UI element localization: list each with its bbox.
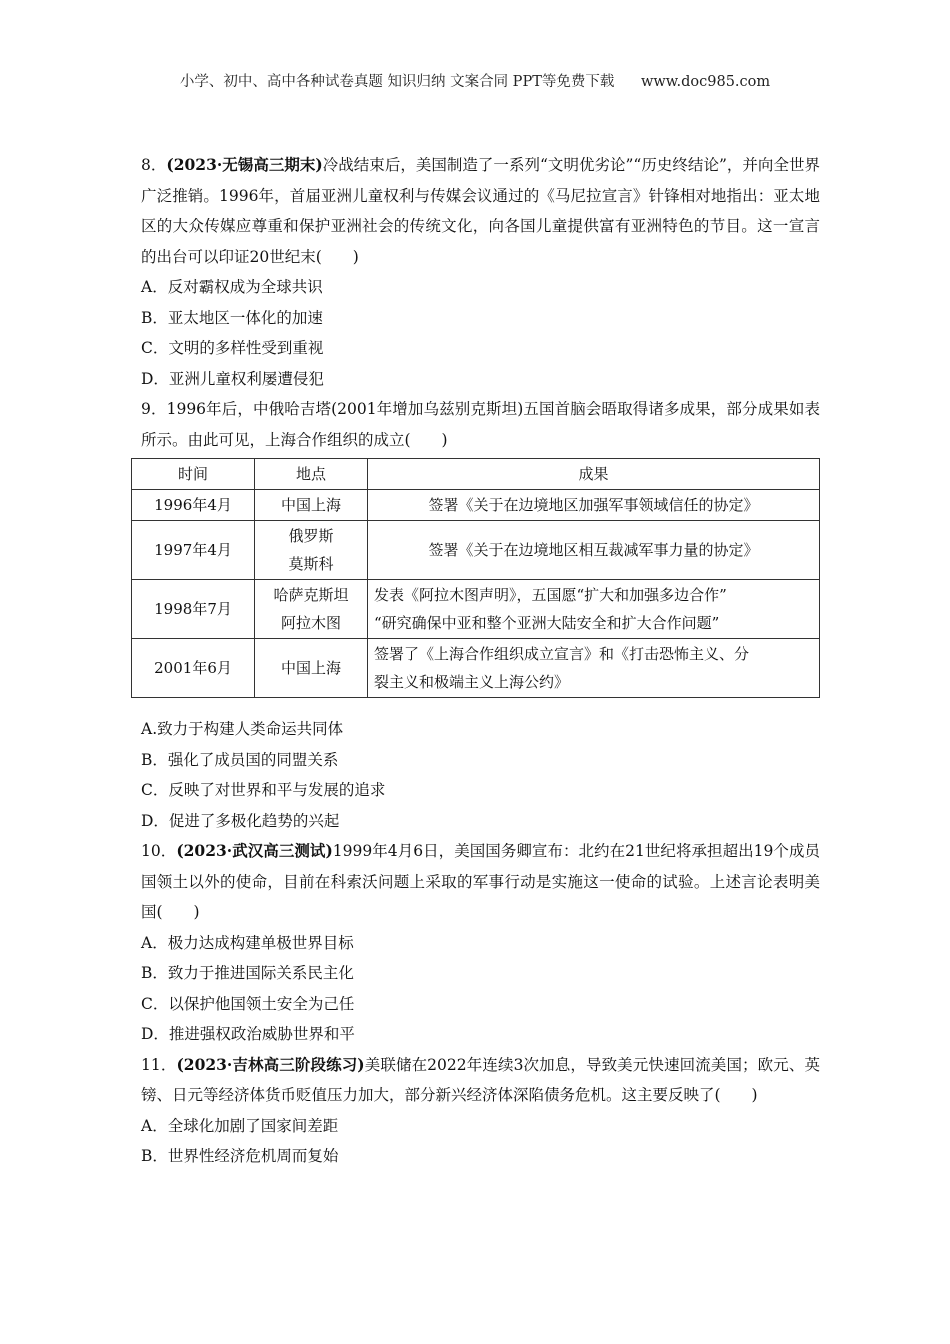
place-line-1: 哈萨克斯坦 [273, 586, 349, 604]
table-cell-place: 中国上海 [255, 490, 368, 521]
table-header-place: 地点 [255, 459, 368, 490]
result-line-2: 裂主义和极端主义上海公约》 [374, 673, 570, 691]
table-header-time: 时间 [132, 459, 255, 490]
question-11-source: (2023·吉林高三阶段练习) [176, 1054, 365, 1074]
question-8-number: 8． [141, 156, 167, 174]
question-8-stem [141, 150, 820, 272]
question-9-option-c[interactable]: C．反映了对世界和平与发展的追求 [141, 781, 386, 799]
table-cell-time: 1996年4月 [132, 490, 255, 521]
question-8-option-b[interactable]: B．亚太地区一体化的加速 [141, 308, 323, 327]
question-10-option-b[interactable]: B．致力于推进国际关系民主化 [141, 964, 354, 982]
page-header [0, 70, 950, 91]
table-gap [141, 698, 820, 714]
question-11 [141, 1050, 820, 1172]
question-10-option-a[interactable]: A．极力达成构建单极世界目标 [141, 933, 354, 952]
question-10-source: (2023·武汉高三测试) [176, 841, 333, 860]
result-line-1: 发表《阿拉木图声明》，五国愿“扩大和加强多边合作” [374, 586, 727, 604]
table-cell-result: 签署《关于在边境地区加强军事领域信任的协定》 [368, 490, 820, 521]
table-cell-result [368, 639, 820, 698]
result-line-2: “研究确保中亚和整个亚洲大陆安全和扩大合作问题” [374, 614, 720, 632]
question-11-stem [141, 1050, 820, 1111]
exam-content [141, 150, 820, 1172]
table-cell-result [368, 580, 820, 639]
table-cell-place [255, 521, 368, 580]
header-text: 小学、初中、高中各种试卷真题 知识归纳 文案合同 PPT等免费下载 [179, 74, 615, 90]
question-8-option-d[interactable]: D．亚洲儿童权利屡遭侵犯 [141, 369, 324, 388]
question-9-option-a[interactable]: A.致力于构建人类命运共同体 [141, 720, 344, 738]
table-cell-time: 2001年6月 [132, 639, 255, 698]
header-site-link[interactable]: www.doc985.com [640, 74, 771, 90]
question-8-source: (2023·无锡高三期末) [166, 155, 323, 174]
question-9 [141, 394, 820, 836]
place-line-1: 俄罗斯 [288, 527, 334, 545]
question-11-number: 11． [141, 1055, 177, 1074]
place-line-2: 莫斯科 [288, 555, 334, 573]
question-8-option-a[interactable]: A．反对霸权成为全球共识 [141, 278, 323, 296]
table-row [132, 521, 820, 580]
table-row [132, 580, 820, 639]
result-line-1: 签署了《上海合作组织成立宣言》和《打击恐怖主义、分 [374, 645, 750, 663]
question-11-text: 美联储在2022年连续3次加息，导致美元快速回流美国；欧元、英镑、日元等经济体货币贬值压力加大，部分新兴经济体深陷债务危机。这主要反映了( ) [141, 1055, 820, 1104]
question-10 [141, 836, 820, 1050]
question-8 [141, 150, 820, 394]
place-line-2: 阿拉木图 [280, 614, 341, 632]
question-10-option-c[interactable]: C．以保护他国领土安全为己任 [141, 994, 355, 1013]
question-10-option-d[interactable]: D．推进强权政治威胁世界和平 [141, 1025, 355, 1043]
table-row [132, 490, 820, 521]
table-cell-place: 中国上海 [255, 639, 368, 698]
question-10-stem [141, 836, 820, 928]
table-header-result: 成果 [368, 459, 820, 490]
table-row [132, 639, 820, 698]
table-header-row [132, 459, 820, 490]
question-9-option-d[interactable]: D．促进了多极化趋势的兴起 [141, 811, 340, 830]
question-10-text: 1999年4月6日，美国国务卿宣布：北约在21世纪将承担超出19个成员国领土以外的使命，目前在科索沃问题上采取的军事行动是实施这一使命的试验。上述言论表明美国( ) [141, 842, 820, 921]
question-10-number: 10． [141, 842, 177, 860]
table-cell-time: 1997年4月 [132, 521, 255, 580]
question-8-text: 冷战结束后，美国制造了一系列“文明优劣论”“历史终结论”，并向全世界广泛推销。1996年，首届亚洲儿童权利与传媒会议通过的《马尼拉宣言》针锋相对地指出：亚太地区的大众传媒应尊重和保护亚洲社会的传统文化，向各国儿童提供富有亚洲特色的节目。这一宣言的出台可以印证20世纪末( ) [141, 156, 820, 266]
question-9-option-b[interactable]: B．强化了成员国的同盟关系 [141, 750, 339, 769]
table-cell-time: 1998年7月 [132, 580, 255, 639]
question-8-option-c[interactable]: C．文明的多样性受到重视 [141, 339, 324, 357]
question-9-stem: 9．1996年后，中俄哈吉塔(2001年增加乌兹别克斯坦)五国首脑会晤取得诸多成果，部分成果如表所示。由此可见，上海合作组织的成立( ) [141, 400, 820, 449]
question-11-option-b[interactable]: B．世界性经济危机周而复始 [141, 1147, 339, 1165]
results-table [131, 458, 820, 698]
question-11-option-a[interactable]: A．全球化加剧了国家间差距 [141, 1116, 339, 1135]
table-cell-result: 签署《关于在边境地区相互裁减军事力量的协定》 [368, 521, 820, 580]
table-cell-place [255, 580, 368, 639]
